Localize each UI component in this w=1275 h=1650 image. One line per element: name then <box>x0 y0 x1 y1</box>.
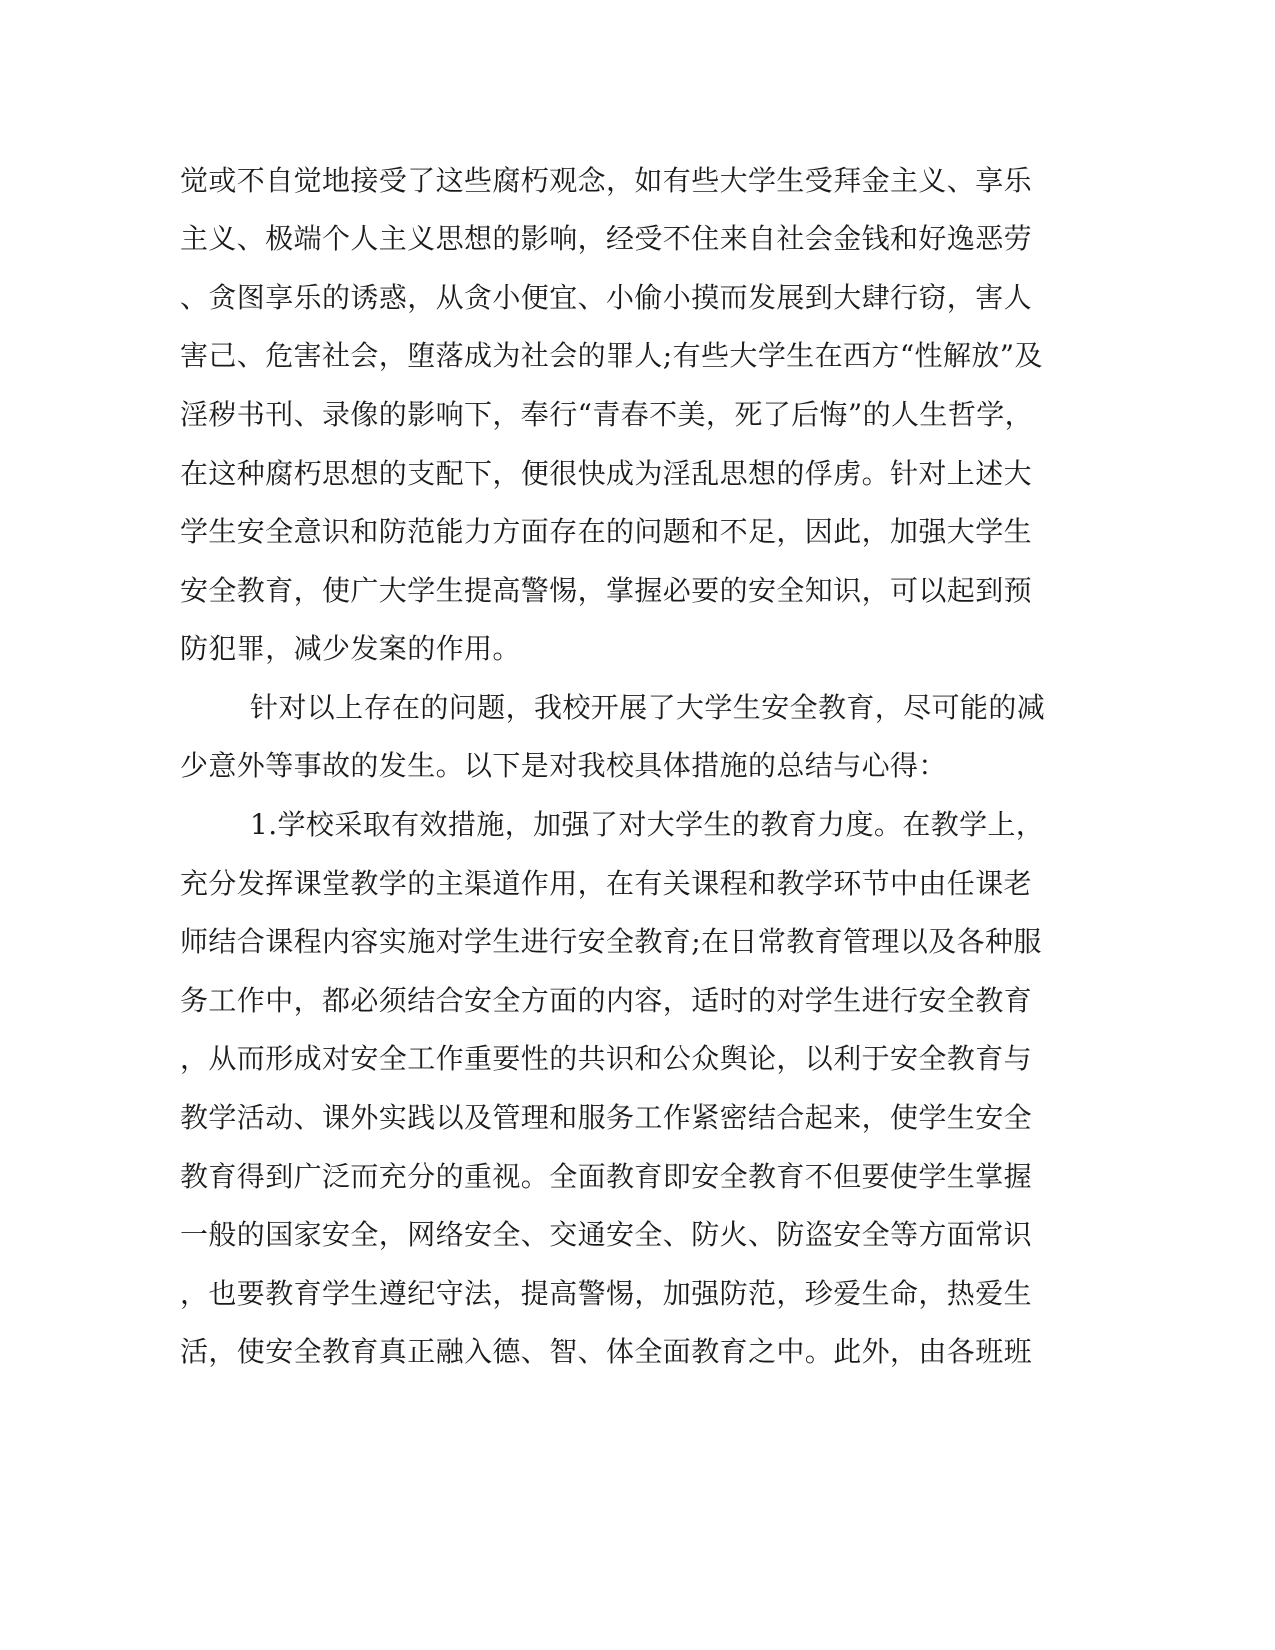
text-line: 主义、极端个人主义思想的影响，经受不住来自社会金钱和好逸恶劳 <box>180 222 1033 255</box>
text-line: 针对以上存在的问题，我校开展了大学生安全教育，尽可能的减 <box>250 691 1046 724</box>
text-line: 学生安全意识和防范能力方面存在的问题和不足，因此，加强大学生 <box>180 515 1033 548</box>
text-line: 防犯罪，减少发案的作用。 <box>180 632 521 665</box>
text-line: 少意外等事故的发生。以下是对我校具体措施的总结与心得： <box>180 749 947 782</box>
text-line: 务工作中，都必须结合安全方面的内容，适时的对学生进行安全教育 <box>180 984 1033 1017</box>
text-line: 安全教育，使广大学生提高警惕，掌握必要的安全知识，可以起到预 <box>180 574 1033 607</box>
text-line: ，也要教育学生遵纪守法，提高警惕，加强防范，珍爱生命，热爱生 <box>180 1277 1033 1310</box>
text-line: ，从而形成对安全工作重要性的共识和公众舆论，以利于安全教育与 <box>180 1042 1033 1075</box>
text-line: 活，使安全教育真正融入德、智、体全面教育之中。此外，由各班班 <box>180 1335 1033 1368</box>
text-line: 淫秽书刊、录像的影响下，奉行“青春不美，死了后悔”的人生哲学， <box>180 398 1034 431</box>
text-line: 教学活动、课外实践以及管理和服务工作紧密结合起来，使学生安全 <box>180 1101 1033 1134</box>
text-line: 教育得到广泛而充分的重视。全面教育即安全教育不但要使学生掌握 <box>180 1160 1033 1193</box>
text-line: 、贪图享乐的诱惑，从贪小便宜、小偷小摸而发展到大肆行窃，害人 <box>180 281 1033 314</box>
text-line: 充分发挥课堂教学的主渠道作用，在有关课程和教学环节中由任课老 <box>180 867 1033 900</box>
text-line: 1.学校采取有效措施，加强了对大学生的教育力度。在教学上， <box>250 808 1045 841</box>
text-line: 师结合课程内容实施对学生进行安全教育;在日常教育管理以及各种服 <box>180 925 1042 958</box>
text-line: 害己、危害社会，堕落成为社会的罪人;有些大学生在西方“性解放”及 <box>180 339 1043 372</box>
text-line: 在这种腐朽思想的支配下，便很快成为淫乱思想的俘虏。针对上述大 <box>180 457 1033 490</box>
text-line: 一般的国家安全，网络安全、交通安全、防火、防盗安全等方面常识 <box>180 1218 1033 1251</box>
text-line: 觉或不自觉地接受了这些腐朽观念，如有些大学生受拜金主义、享乐 <box>180 164 1033 197</box>
